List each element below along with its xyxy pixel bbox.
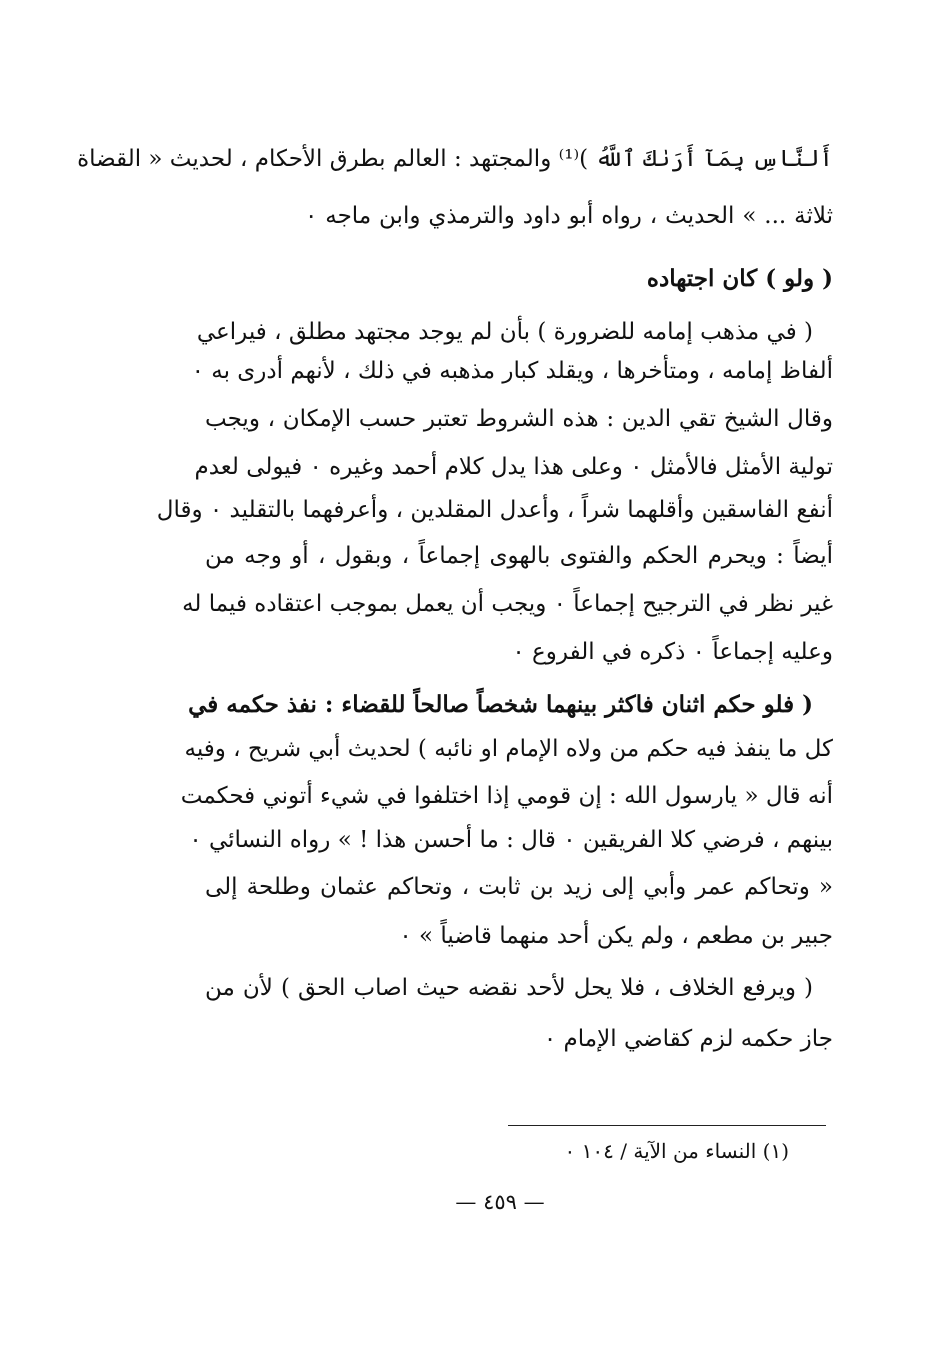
text-line-19: جاز حكمه لزم كقاضي الإمام ٠ [543,1026,833,1052]
text-line-11: وعليه إجماعاً ٠ ذكره في الفروع ٠ [512,639,833,665]
text-line-18: ( ويرفع الخلاف ، فلا يحل لأحد نقضه حيث اصاب الحق ) لأن من [205,975,813,1001]
text-line-6: وقال الشيخ تقي الدين : هذه الشروط تعتبر حسب الإمكان ، ويجب [205,406,833,432]
text-line-9: أيضاً : ويحرم الحكم والفتوى بالهوى إجماعاً ، وبقول ، أو وجه من [205,543,833,569]
footnote-separator [508,1125,826,1126]
text-line-1: أَلنَّاسِ بِمَآ أَرَىٰكَ ٱللَّهُ )⁽¹⁾ والمجتهد : العالم بطرق الأحكام ، لحديث « القضاة [77,146,833,172]
footnote: (١) النساء من الآية / ١٠٤ ٠ [564,1139,789,1163]
text-line-8: أنفع الفاسقين وأقلهما شراً ، وأعدل المقلدين ، وأعرفهما بالتقليد ٠ وقال [156,497,833,523]
text-line-5: ألفاظ إمامه ، ومتأخرها ، ويقلد كبار مذهبه في ذلك ، لأنهم أدرى به ٠ [191,358,833,384]
text-line-13: كل ما ينفذ فيه حكم من ولاه الإمام او نائبه ) لحديث أبي شريح ، وفيه [184,736,833,762]
text-line-14: أنه قال « يارسول الله : إن قومي إذا اختلفوا في شيء أتوني فحكمت [180,783,833,809]
text-line-17: جبير بن مطعم ، ولم يكن أحد منهما قاضياً » ٠ [399,923,833,949]
text-line-7: تولية الأمثل فالأمثل ٠ وعلى هذا يدل كلام أحمد وغيره ٠ فيولى لعدم [194,454,833,480]
text-line-2: ثلاثة ... » الحديث ، رواه أبو داود والترمذي وابن ماجه ٠ [305,203,833,229]
page-number: — ٤٥٩ — [455,1190,545,1214]
text-line-15: بينهم ، فرضي كلا الفريقين ٠ قال : ما أحسن هذا ! » رواه النسائي ٠ [189,827,833,853]
text-line-12: ( فلو حكم اثنان فاكثر بينهما شخصاً صالحاً للقضاء : نفذ حكمه في [188,691,813,718]
text-line-4: ( في مذهب إمامه للضرورة ) بأن لم يوجد مجتهد مطلق ، فيراعي [196,319,813,345]
text-line-3: ( ولو ) كان اجتهاده [646,265,833,292]
text-line-10: غير نظر في الترجيح إجماعاً ٠ ويجب أن يعمل بموجب اعتقاده فيما له [182,591,833,617]
text-line-16: « وتحاكم عمر وأبي إلى زيد بن ثابت ، وتحاكم عثمان وطلحة إلى [205,874,833,900]
